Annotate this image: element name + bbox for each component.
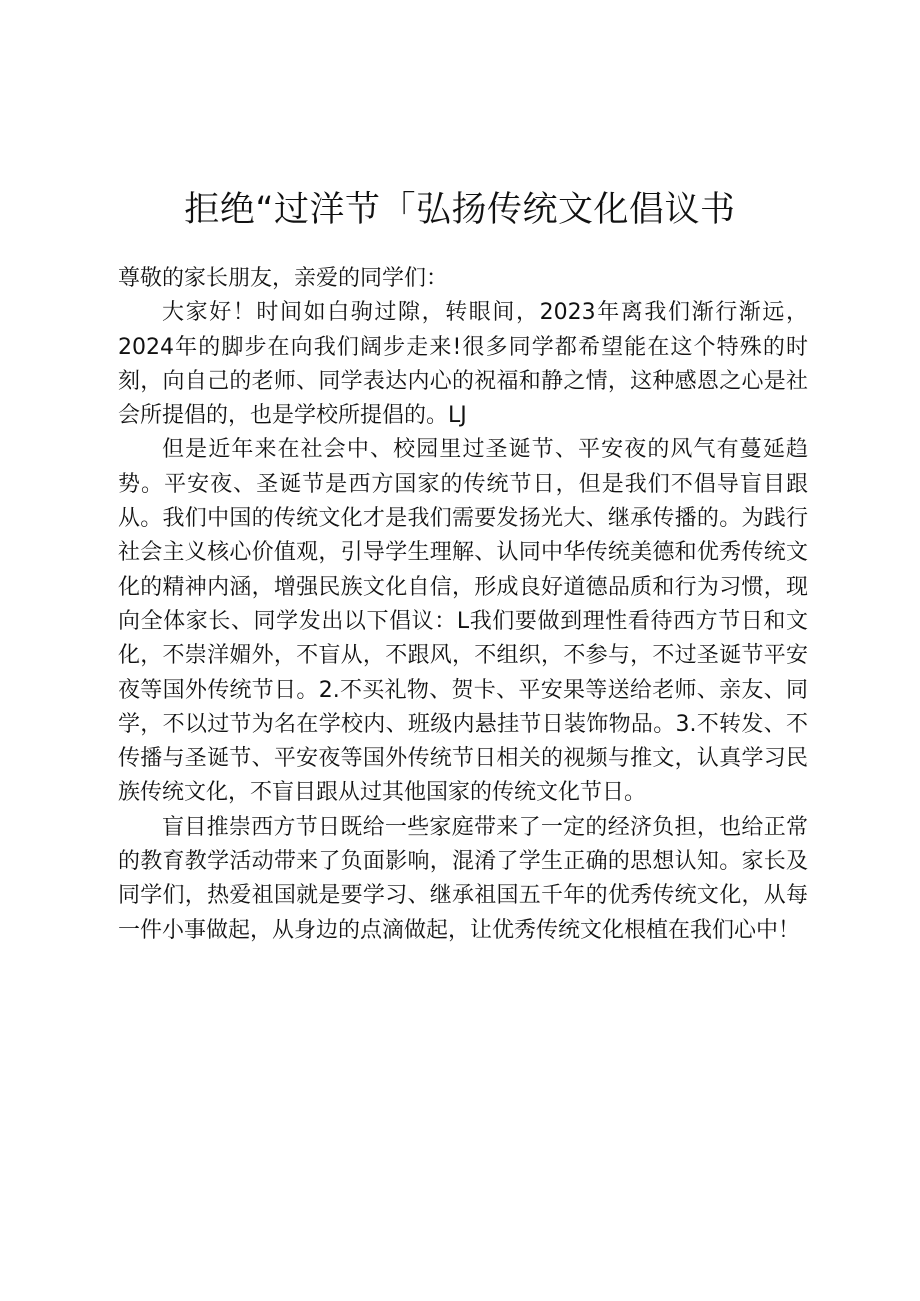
document-title: 拒绝“过洋节「弘扬传统文化倡议书 [184, 190, 736, 230]
paragraph-proposal: 但是近年来在社会中、校园里过圣诞节、平安夜的风气有蔓延趋势。平安夜、圣诞节是西方国家的传统节日，但是我们不倡导盲目跟从。我们中国的传统文化才是我们需要发扬光大、继承传播的。为践行社会主义核心价值观，引导学生理解、认同中华传统美德和优秀传统文化的精神内涵，增强民族文化自信，形成良好道德品质和行为习惯，现向全体家长、同学发出以下倡议：L我们要做到理性看待西方节日和文化，不崇洋媚外，不盲从，不跟风，不组织，不参与，不过圣诞节平安夜等国外传统节日。2.不买礼物、贺卡、平安果等送给老师、亲友、同学，不以过节为名在学校内、班级内悬挂节日装饰物品。3.不转发、不传播与圣诞节、平安夜等国外传统节日相关的视频与推文，认真学习民族传统文化，不盲目跟从过其他国家的传统文化节日。 [118, 437, 808, 806]
salutation: 尊敬的家长朋友，亲爱的同学们： [118, 266, 449, 291]
document-body [118, 262, 808, 948]
paragraph-greeting: 大家好！时间如白驹过隙，转眼间，2023年离我们渐行渐远，2024年的脚步在向我们阔步走来!很多同学都希望能在这个特殊的时刻，向自己的老师、同学表达内心的祝福和静之情，这种感恩之心是社会所提倡的，也是学校所提倡的。LJ [118, 300, 808, 429]
paragraph-conclusion: 盲目推崇西方节日既给一些家庭带来了一定的经济负担，也给正常的教育教学活动带来了负面影响，混淆了学生正确的思想认知。家长及同学们，热爱祖国就是要学习、继承祖国五千年的优秀传统文化，从每一件小事做起，从身边的点滴做起，让优秀传统文化根植在我们心中！ [118, 814, 808, 943]
